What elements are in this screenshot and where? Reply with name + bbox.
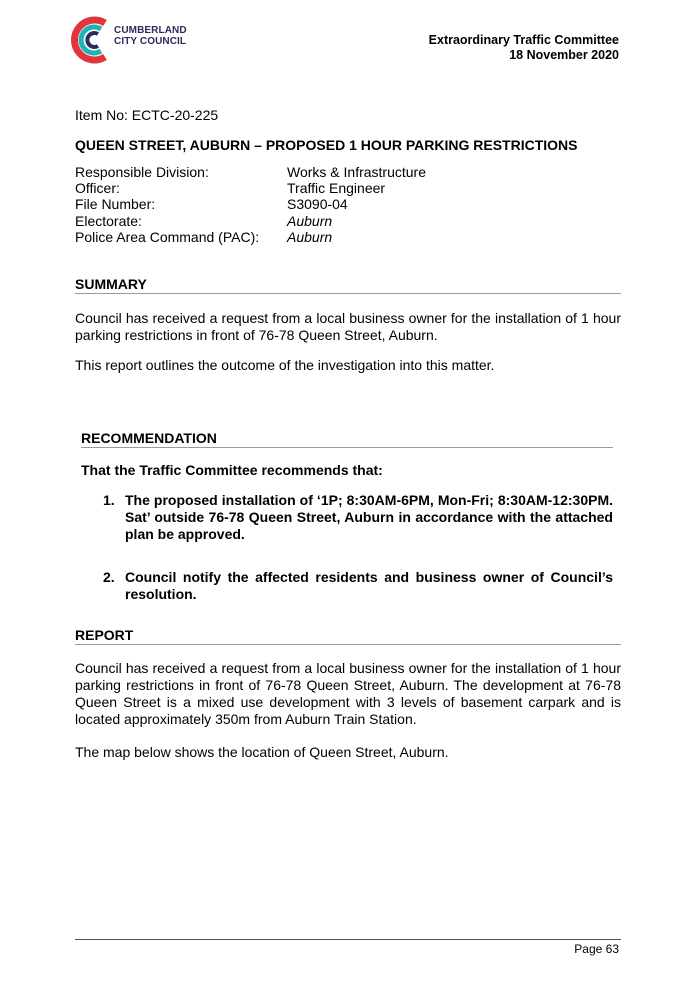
meta-label: Electorate: <box>75 212 142 229</box>
meta-row <box>75 229 426 245</box>
report-title: QUEEN STREET, AUBURN – PROPOSED 1 HOUR PARKING RESTRICTIONS <box>75 137 578 153</box>
meta-label: Responsible Division: <box>75 164 209 180</box>
document-header <box>429 33 619 63</box>
item-number-label: 2. <box>103 569 115 585</box>
committee-name: Extraordinary Traffic Committee <box>428 33 619 47</box>
recommendation-heading: RECOMMENDATION <box>81 430 613 448</box>
meta-row <box>75 196 426 212</box>
electorate-value: Auburn <box>287 212 333 229</box>
meta-row <box>75 164 426 180</box>
item-text: The proposed installation of ‘1P; 8:30AM-6PM, Mon-Fri; 8:30AM-12:30PM. Sat’ outside 76-78 Queen Street, Auburn in accordance with the attached plan be approved. <box>125 492 613 542</box>
recommendation-item <box>103 492 613 543</box>
meta-label: Officer: <box>75 180 120 197</box>
report-paragraph-2: The map below shows the location of Queen Street, Auburn. <box>75 744 449 760</box>
item-text: Council notify the affected residents and business owner of Council’s resolution. <box>125 569 613 602</box>
item-number-label: 1. <box>103 492 115 508</box>
summary-paragraph-2: This report outlines the outcome of the investigation into this matter. <box>75 357 495 373</box>
summary-paragraph-1: Council has received a request from a local business owner for the installation of 1 hour parking restrictions in front of 76-78 Queen Street, Auburn. <box>75 310 621 343</box>
council-logo-icon <box>67 14 117 66</box>
summary-heading: SUMMARY <box>75 276 621 294</box>
meeting-date: 18 November 2020 <box>509 48 619 62</box>
meta-row <box>75 213 426 229</box>
meta-row <box>75 180 426 196</box>
meta-value: Traffic Engineer <box>287 180 386 197</box>
recommendation-intro: That the Traffic Committee recommends that: <box>81 462 383 478</box>
footer-divider <box>75 939 621 940</box>
meta-label: Police Area Command (PAC): <box>75 228 260 245</box>
meta-value <box>287 213 426 229</box>
report-metadata <box>75 164 426 245</box>
logo-text <box>114 25 187 47</box>
page-number: Page 63 <box>574 942 619 956</box>
pac-value: Auburn <box>287 228 333 245</box>
report-heading: REPORT <box>75 627 621 645</box>
meta-value: S3090-04 <box>287 196 348 213</box>
logo-line-2: CITY COUNCIL <box>114 36 187 47</box>
meta-value: Works & Infrastructure <box>287 164 427 180</box>
meta-value <box>287 229 426 245</box>
item-number: Item No: ECTC-20-225 <box>75 107 219 123</box>
logo-line-1: CUMBERLAND <box>114 25 187 36</box>
recommendation-item <box>103 569 613 603</box>
meta-label: File Number: <box>75 196 156 213</box>
report-paragraph-1: Council has received a request from a local business owner for the installation of 1 hour parking restrictions in front of 76-78 Queen Street, Auburn. The development at 76-78 Queen Street is a mixed use development with 3 levels of basement carpark and is located approximately 350m from Auburn Train Station. <box>75 660 621 727</box>
